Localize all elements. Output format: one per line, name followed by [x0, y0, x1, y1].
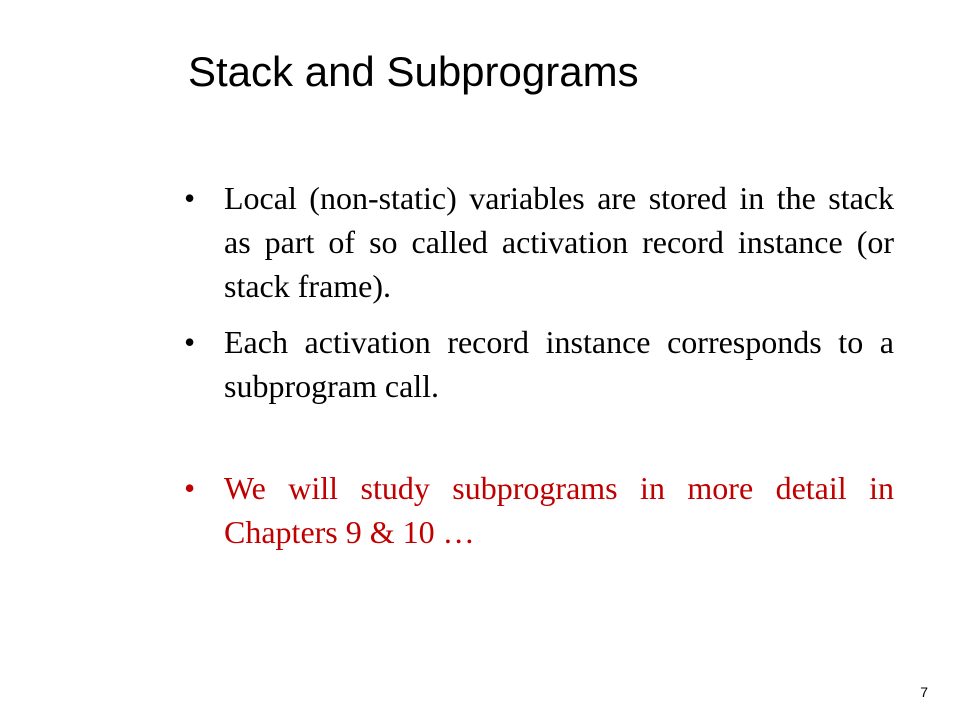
bullet-item-future-chapters [184, 466, 894, 554]
bullet-marker: • [184, 470, 196, 506]
bullet-list [184, 176, 894, 554]
bullet-text: We will study subprograms in more detail in Chapters 9 & 10 … [224, 470, 894, 550]
bullet-text: Local (non-static) variables are stored in the stack as part of so called activation record instance (or stack frame). [224, 180, 894, 304]
page-number: 7 [920, 684, 928, 700]
bullet-text: Each activation record instance corresponds to a subprogram call. [224, 324, 894, 404]
bullet-marker: • [184, 180, 196, 216]
slide-title: Stack and Subprograms [188, 48, 639, 95]
bullet-item-activation-record [184, 320, 894, 408]
bullet-marker: • [184, 324, 196, 360]
bullet-item-local-variables [184, 176, 894, 308]
